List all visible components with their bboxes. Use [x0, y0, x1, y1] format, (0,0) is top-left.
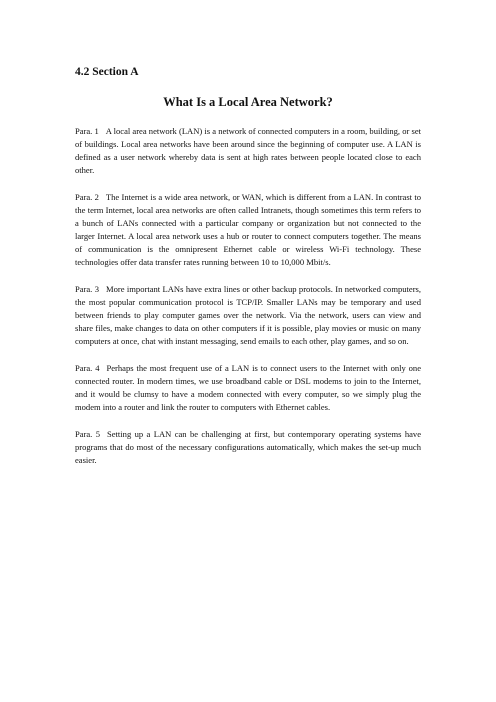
section-heading: 4.2 Section A [75, 66, 139, 78]
paragraph-text: More important LANs have extra lines or other backup protocols. In networked computers, the most popular communication protocol is TCP/IP. Smaller LANs may be temporary and used between friends to play computer games over the network. Via the network, users can view and share files, make changes to data on other computers if it is possible, play movies or music on many computers at once, chat with instant messaging, send emails to each other, play games, and so on. [75, 283, 422, 347]
paragraph-label: Para. 3 [75, 283, 99, 294]
paragraph-label: Para. 5 [75, 428, 100, 439]
paragraph-label: Para. 2 [75, 191, 99, 202]
paragraph-5 [75, 428, 421, 467]
paragraph-list [75, 125, 421, 467]
document-title: What Is a Local Area Network? [163, 95, 333, 109]
paragraph-label: Para. 1 [75, 126, 99, 136]
document-page [75, 64, 421, 481]
paragraph-3 [75, 283, 421, 348]
paragraph-2 [75, 191, 421, 270]
paragraph-label: Para. 4 [75, 362, 100, 373]
paragraph-4 [75, 362, 421, 414]
paragraph-text: Setting up a LAN can be challenging at first, but contemporary operating systems have programs that do most of the necessary configurations automatically, which makes the set-up much easier. [75, 428, 422, 465]
paragraph-text: The Internet is a wide area network, or WAN, which is different from a LAN. In contrast to the term Internet, local area networks are often called Intranets, though sometimes this term refers to a bunch of LANs connected with a particular company or organization but not connected to the larger Internet. A local area network uses a hub or router to connect computers together. The means of communication is the omnipresent Ethernet cable or wireless Wi-Fi technology. These technologies offer data transfer rates running between 10 to 10,000 Mbit/s. [75, 191, 421, 268]
paragraph-text: Perhaps the most frequent use of a LAN is to connect users to the Internet with only one connected router. In modern times, we use broadband cable or DSL modems to join to the Internet, and it would be clumsy to have a modem connected with every computer, so we simply plug the modem into a router and link the router to computers with Ethernet cables. [75, 362, 422, 413]
paragraph-1 [75, 125, 421, 177]
paragraph-text: A local area network (LAN) is a network of connected computers in a room, building, or set of buildings. Local area networks have been around since the beginning of computer use. A LAN is defined as a user network whereby data is sent at high rates between people located close to each other. [75, 126, 421, 176]
